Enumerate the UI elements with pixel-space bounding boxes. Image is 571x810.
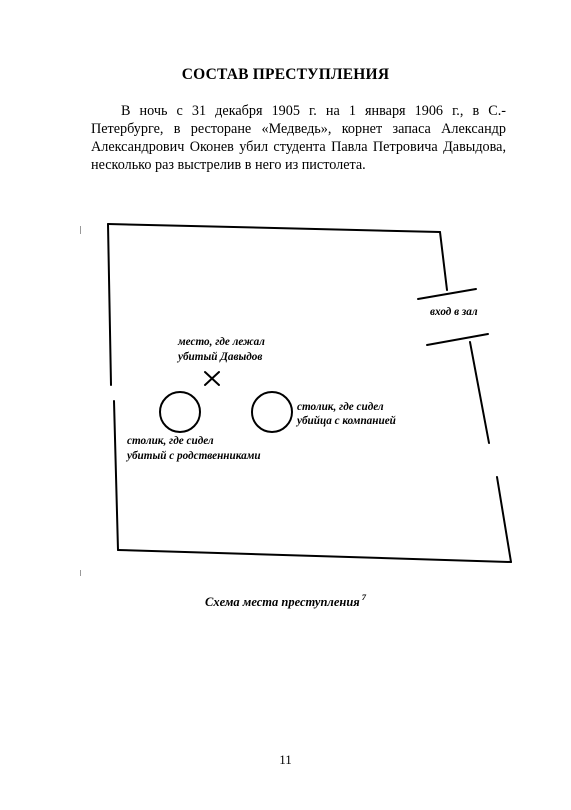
- wall-right-upper: [440, 232, 447, 290]
- wall-right-lower-2: [497, 477, 511, 562]
- victim-spot-label-line1: место, где лежал: [178, 336, 265, 348]
- diagram-caption: [0, 592, 571, 610]
- killer-table-label-line2: убийца с компанией: [297, 415, 396, 427]
- caption-text: Схема места преступления: [205, 595, 360, 609]
- killer-table-circle: [252, 392, 292, 432]
- body-paragraph: В ночь с 31 декабря 1905 г. на 1 января 1906 г., в С.-Петербурге, в ресторане «Медведь», корнет запаса Александр Александрович Оконев убил студента Павла Петровича Давыдова, несколько раз выстрелив в него из пистолета.: [91, 103, 506, 173]
- door-mark-lower: [427, 334, 488, 345]
- hall-entrance-label: вход в зал: [430, 306, 478, 318]
- wall-left-lower: [114, 401, 118, 550]
- scan-mark: [80, 570, 81, 576]
- wall-left-upper: [108, 224, 111, 385]
- wall-bottom: [118, 550, 511, 562]
- victim-spot-label-line2: убитый Давыдов: [178, 351, 263, 363]
- footnote-ref[interactable]: 7: [361, 592, 366, 602]
- victim-table-label-line1: столик, где сидел: [127, 435, 214, 447]
- wall-right-lower-1: [470, 342, 489, 443]
- page-title: СОСТАВ ПРЕСТУПЛЕНИЯ: [181, 66, 390, 83]
- victim-table-circle: [160, 392, 200, 432]
- wall-top: [108, 224, 440, 232]
- page-number: 11: [279, 752, 292, 767]
- scan-mark: [80, 226, 81, 234]
- killer-table-label-line1: столик, где сидел: [297, 401, 384, 413]
- victim-table-label-line2: убитый с родственниками: [127, 450, 261, 462]
